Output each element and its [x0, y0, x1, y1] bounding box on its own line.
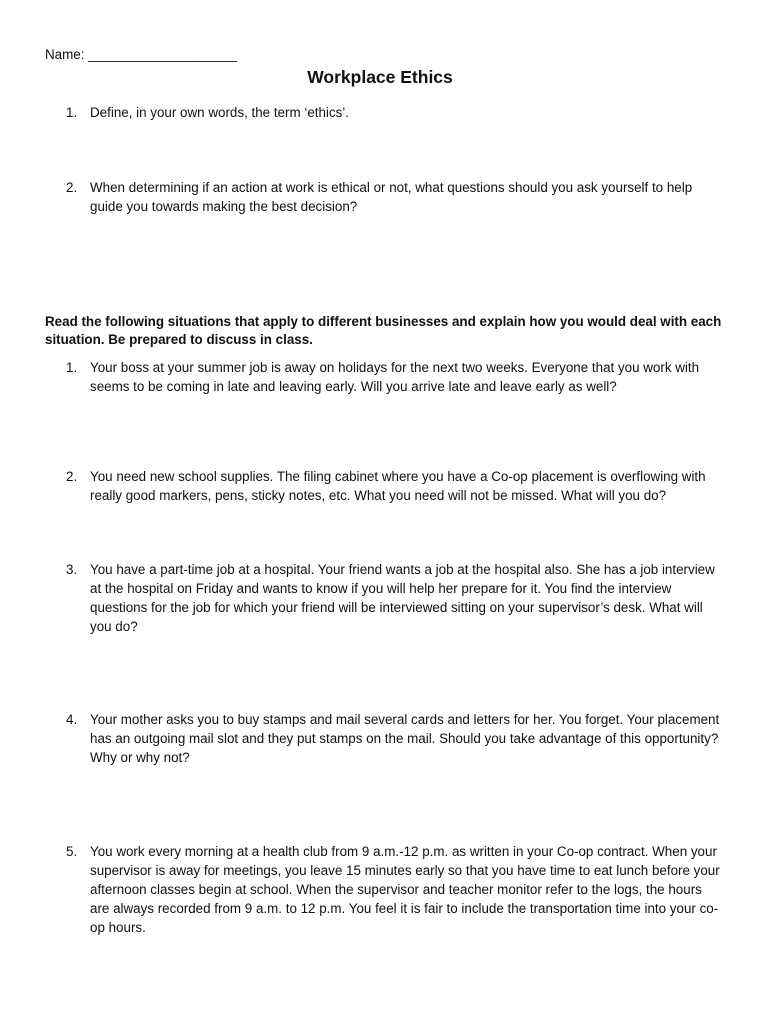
- situations-instructions: Read the following situations that apply to different businesses and explain how you would deal with each situation. Be prepared to discuss in class.: [45, 314, 722, 347]
- situation-text: You have a part-time job at a hospital. Your friend wants a job at the hospital also. She has a job interview at the hospital on Friday and wants to know if you will help her prepare for it. You find the interview questions for the job for which your friend will be interviewed sitting on your supervisor’s desk. What will you do?: [90, 562, 715, 634]
- situation-text: You work every morning at a health club from 9 a.m.-12 p.m. as written in your Co-op contract. When your supervisor is away for meetings, you leave 15 minutes early so that you have time to eat lunch before your afternoon classes begin at school. When the supervisor and teacher monitor refer to the logs, the hours are always recorded from 9 a.m. to 12 p.m. You feel it is fair to include the transportation time into your co-op hours.: [90, 844, 720, 935]
- name-field-line: Name: ____________________: [45, 47, 238, 62]
- situation-number: 4.: [66, 712, 78, 727]
- situation-number: 5.: [66, 844, 78, 859]
- situation-number: 3.: [66, 562, 78, 577]
- situation-text: Your boss at your summer job is away on holidays for the next two weeks. Everyone that you work with seems to be coming in late and leaving early. Will you arrive late and leave early as well?: [90, 360, 700, 394]
- situation-number: 1.: [66, 360, 78, 375]
- question-number: 2.: [66, 180, 78, 195]
- situation-text: Your mother asks you to buy stamps and mail several cards and letters for her. You forget. Your placement has an outgoing mail slot and they put stamps on the mail. Should you take advantage of this opportunity? Why or why not?: [90, 712, 720, 765]
- question-text: Define, in your own words, the term ‘ethics’.: [90, 105, 349, 120]
- situation-number: 2.: [66, 469, 78, 484]
- question-text: When determining if an action at work is ethical or not, what questions should you ask yourself to help guide you towards making the best decision?: [90, 180, 693, 214]
- situation-text: You need new school supplies. The filing cabinet where you have a Co-op placement is overflowing with really good markers, pens, sticky notes, etc. What you need will not be missed. What will you do?: [90, 469, 706, 503]
- question-number: 1.: [66, 105, 78, 120]
- page-title: Workplace Ethics: [307, 67, 453, 87]
